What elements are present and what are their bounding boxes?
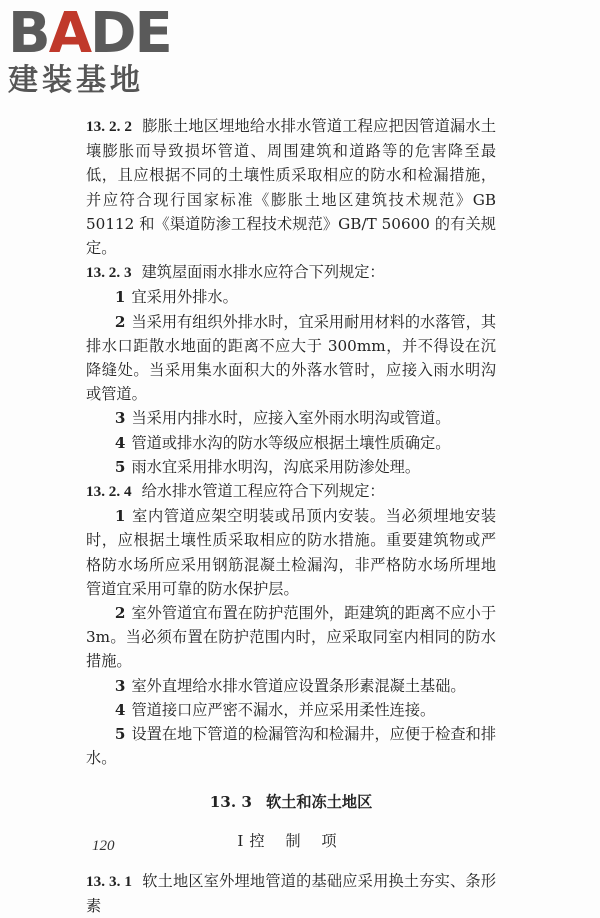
clause-text: 软土地区室外埋地管道的基础应采用换土夯实、条形素 <box>86 871 497 916</box>
section-heading: 软土和冻土地区 <box>265 793 373 812</box>
page-number: 120 <box>92 838 115 854</box>
subsection-title: 控 制 项 <box>249 831 345 850</box>
list-item: 1 室内管道应架空明装或吊顶内安装。当必须埋地安装时，应根据土壤性质采取相应的防水措施。重要建筑物或严格防水场所应采用钢筋混凝土检漏沟，非严格防水场所埋地管道宜采用可靠的防水保护层。 <box>86 507 496 598</box>
list-item: 4 管道接口应严密不漏水，并应采用柔性连接。 <box>114 700 436 719</box>
list-item: 2 室外管道宜布置在防护范围外，距建筑的距离不应小于3m。当必须布置在防护范围内时，应采取同室内相同的防水措施。 <box>86 604 496 671</box>
subsection-heading <box>86 829 496 853</box>
logo-subtitle: 建装基地 <box>8 63 144 98</box>
clause-number: 13. 2. 2 <box>86 118 132 135</box>
clause-number: 13. 2. 4 <box>86 483 132 501</box>
list-item: 3 当采用内排水时，应接入室外雨水明沟或管道。 <box>114 409 451 428</box>
list-item: 1 宜采用外排水。 <box>114 288 238 307</box>
section-number: 13. 3 <box>209 793 252 812</box>
list-item: 3 室外直埋给水排水管道应设置条形素混凝土基础。 <box>114 676 466 695</box>
clause-13-3-1 <box>86 869 496 918</box>
subsection-numeral: Ⅰ <box>237 831 244 850</box>
clause-text: 建筑屋面雨水排水应符合下列规定： <box>141 263 385 282</box>
list-item: 5 设置在地下管道的检漏管沟和检漏井，应便于检查和排水。 <box>86 725 496 768</box>
clause-number: 13. 3. 1 <box>86 872 132 890</box>
document-body <box>86 114 496 918</box>
clause-13-2-2 <box>86 114 496 260</box>
list-item: 4 管道或排水沟的防水等级应根据土壤性质确定。 <box>114 433 451 452</box>
clause-13-2-3 <box>86 260 496 285</box>
clause-text: 膨胀土地区埋地给水排水管道工程应把因管道漏水土壤膨胀而导致损坏管道、周围建筑和道路等的危害降至最低，且应根据不同的土壤性质采取相应的防水和检漏措施，并应符合现行国家标准《膨胀土地区建筑技术规范》GB 50112 和《渠道防渗工程技术规范》GB/T 50600 的有关规定。 <box>86 117 497 258</box>
clause-text: 给水排水管道工程应符合下列规定： <box>141 482 385 501</box>
clause-13-2-4 <box>86 479 496 504</box>
logo <box>8 1 178 98</box>
logo-wordmark: BADE <box>8 1 171 66</box>
clause-number: 13. 2. 3 <box>86 264 132 282</box>
list-item: 5 雨水宜采用排水明沟，沟底采用防渗处理。 <box>114 457 421 476</box>
section-title <box>86 790 496 814</box>
list-item: 2 当采用有组织外排水时，宜采用耐用材料的水落管，其排水口距散水地面的距离不应大于 300mm，并不得设在沉降缝处。当采用集水面积大的外落水管时，应接入雨水明沟或管道。 <box>86 312 496 404</box>
